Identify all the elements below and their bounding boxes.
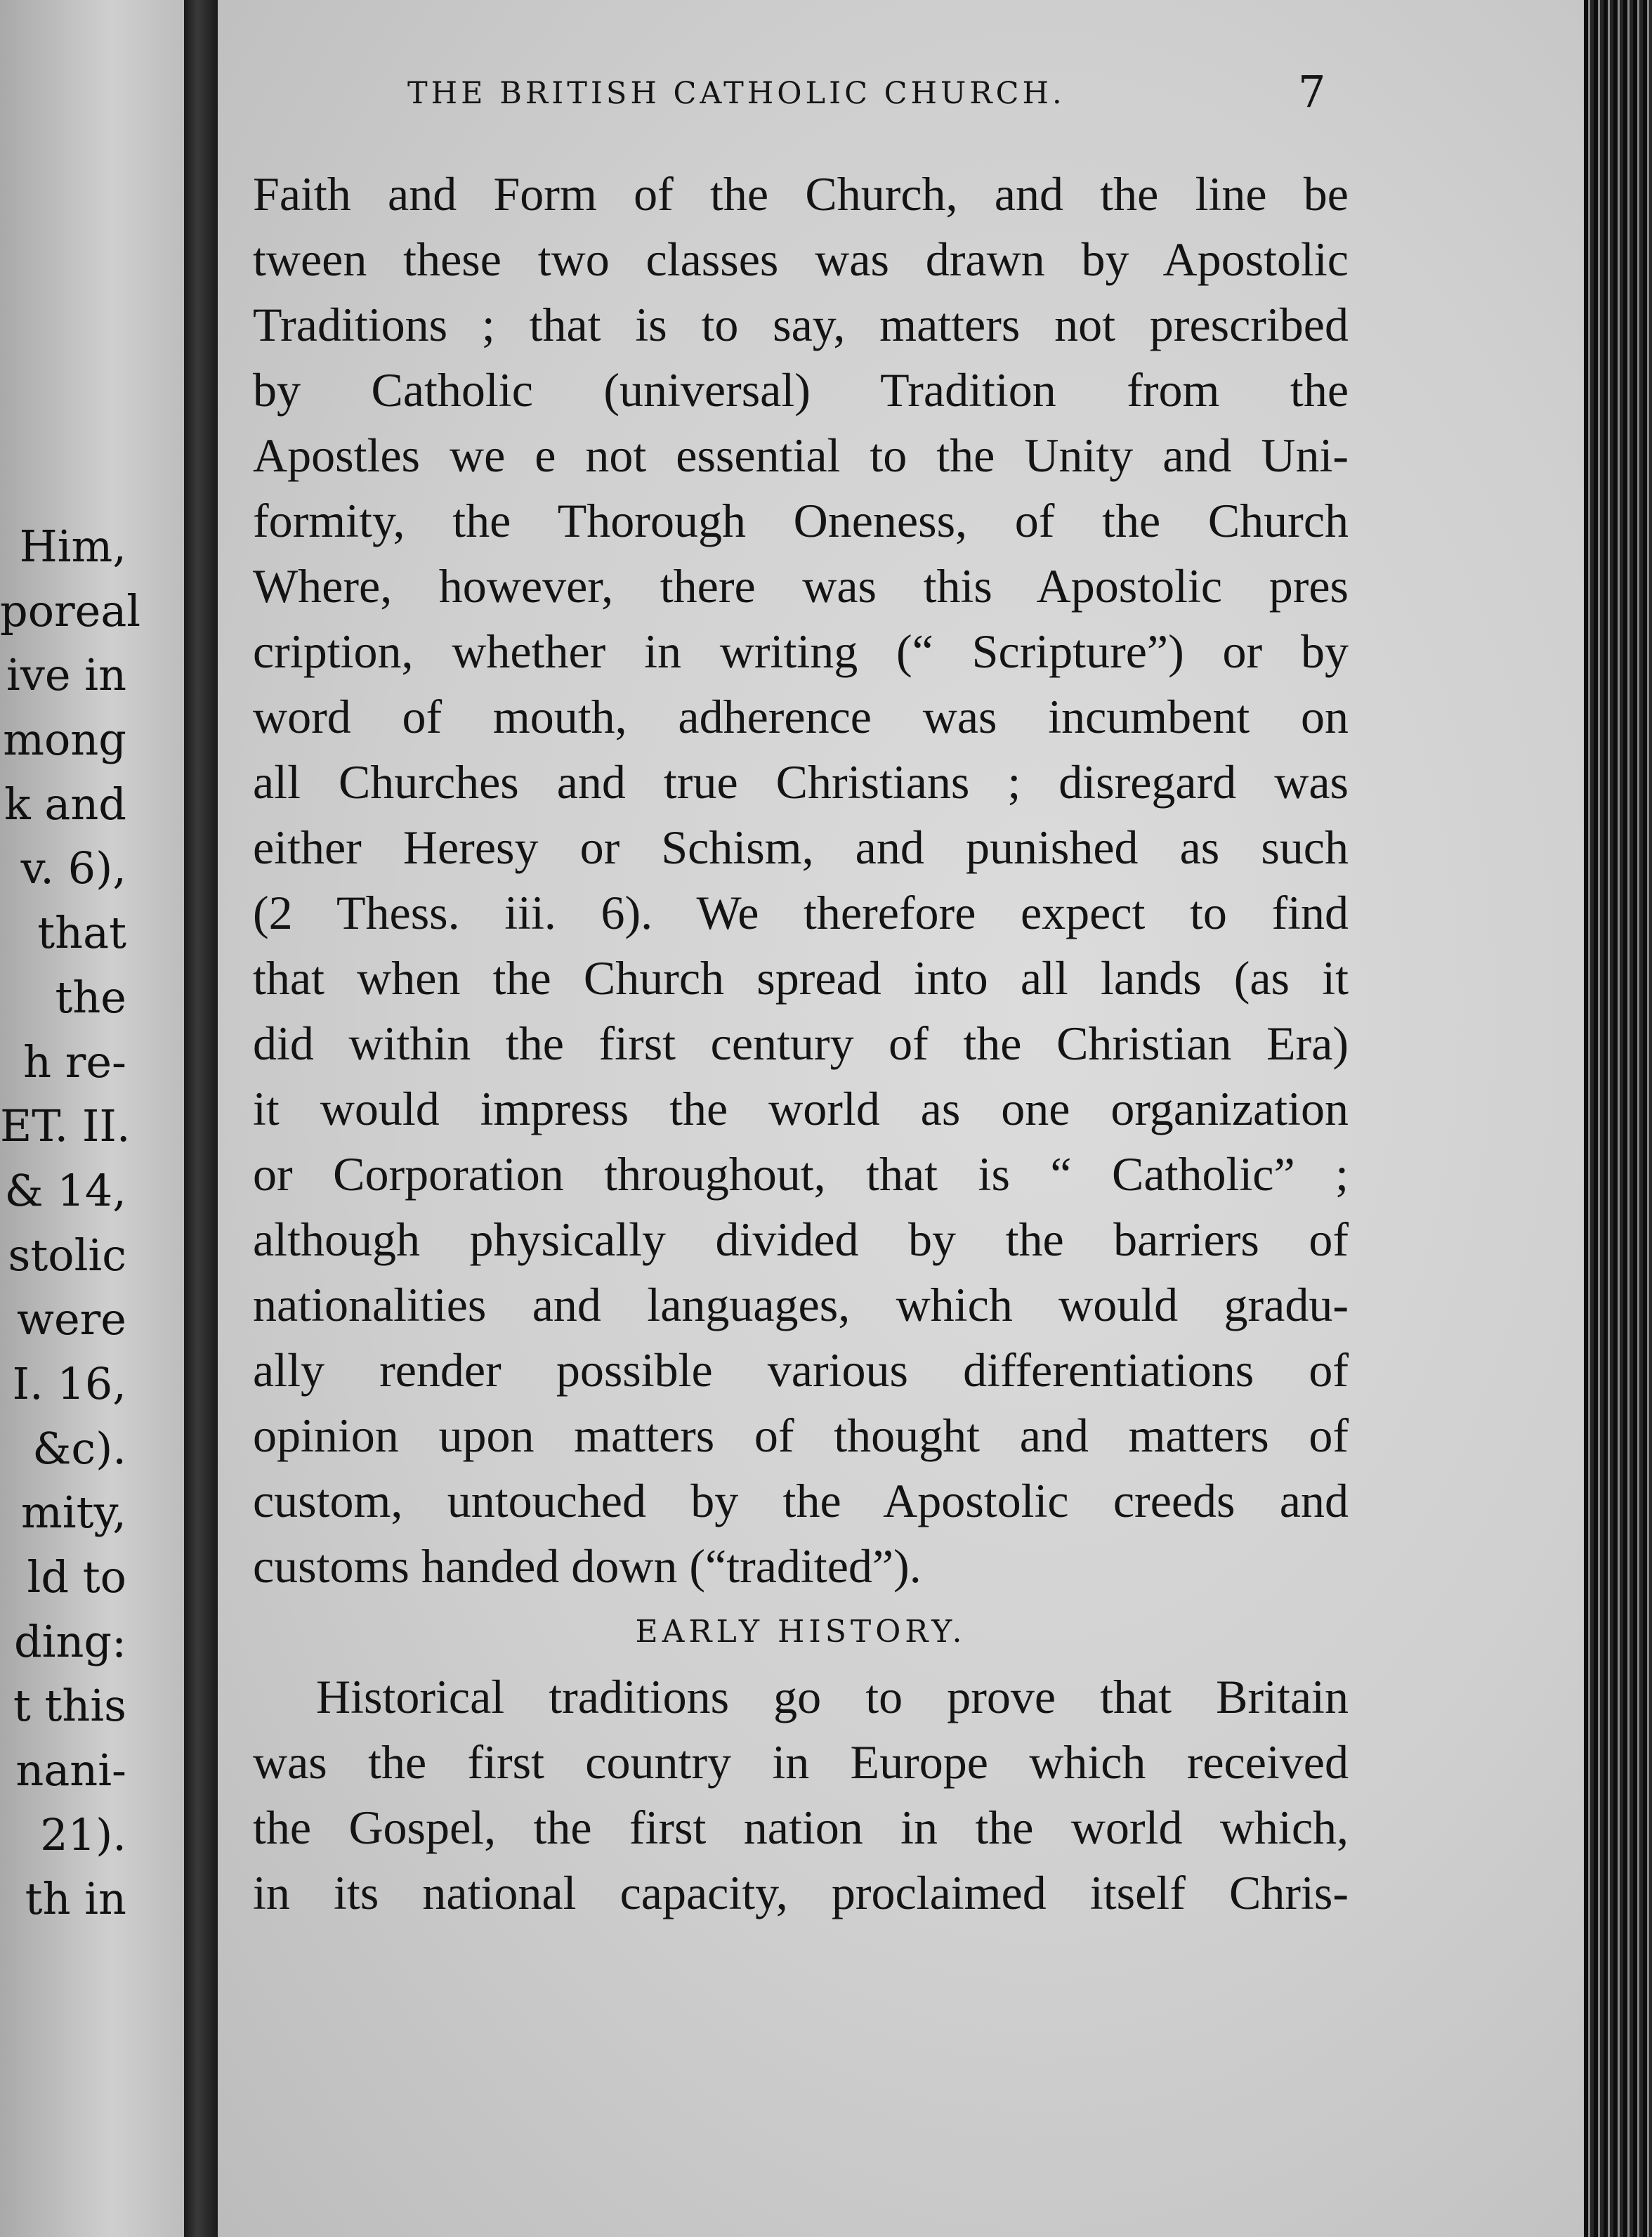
book-gutter bbox=[184, 0, 218, 2237]
text-line: Faith and Form of the Church, and the line be bbox=[253, 167, 1349, 221]
left-page-fragment: ding: bbox=[13, 1615, 126, 1667]
left-page-fragment: poreal bbox=[0, 585, 141, 637]
left-page-fragment: ld to bbox=[27, 1551, 126, 1603]
left-page-fragment: t this bbox=[13, 1680, 126, 1732]
left-page-fragment: Him, bbox=[19, 521, 126, 572]
text-line: it would impress the world as one organization bbox=[253, 1082, 1349, 1135]
text-line: Apostles we e not essential to the Unity and Uni- bbox=[253, 429, 1349, 482]
left-page-fragment: the bbox=[55, 971, 126, 1023]
left-page-fragment: ive in bbox=[6, 649, 126, 701]
text-line: was the first country in Europe which received bbox=[253, 1735, 1349, 1789]
right-page bbox=[218, 0, 1584, 2237]
page-edge-stack bbox=[1584, 0, 1652, 2237]
text-line: customs handed down (“tradited”). bbox=[253, 1539, 922, 1593]
left-page-fragment: were bbox=[16, 1293, 126, 1345]
text-line: Historical traditions go to prove that Britain bbox=[316, 1670, 1349, 1723]
left-facing-page bbox=[0, 0, 184, 2237]
left-page-fragment: th in bbox=[25, 1873, 126, 1925]
text-line: formity, the Thorough Oneness, of the Church bbox=[253, 494, 1349, 547]
left-page-fragment: h re- bbox=[23, 1036, 126, 1088]
text-line: nationalities and languages, which would gradu- bbox=[253, 1278, 1349, 1331]
text-line: Traditions ; that is to say, matters not prescribed bbox=[253, 298, 1349, 351]
left-page-fragment: k and bbox=[4, 778, 126, 830]
text-line: by Catholic (universal) Tradition from the bbox=[253, 363, 1349, 417]
left-page-fragment: v. 6), bbox=[20, 842, 126, 894]
text-line: cription, whether in writing (“ Scripture”) or by bbox=[253, 625, 1349, 678]
text-line: (2 Thess. iii. 6). We therefore expect to find bbox=[253, 886, 1349, 939]
text-line: the Gospel, the first nation in the world which, bbox=[253, 1801, 1349, 1854]
left-page-fragment: that bbox=[37, 907, 126, 959]
text-line: either Heresy or Schism, and punished as such bbox=[253, 821, 1349, 874]
left-page-fragment: 21). bbox=[40, 1808, 126, 1860]
text-line: custom, untouched by the Apostolic creeds and bbox=[253, 1474, 1349, 1527]
text-line: tween these two classes was drawn by Apostolic bbox=[253, 233, 1349, 286]
running-head bbox=[218, 66, 1584, 132]
text-line: ally render possible various differentiations of bbox=[253, 1343, 1349, 1397]
left-page-text-fragments bbox=[0, 514, 141, 1931]
text-line: word of mouth, adherence was incumbent on bbox=[253, 690, 1349, 743]
running-head-title: THE BRITISH CATHOLIC CHURCH. bbox=[407, 76, 1066, 111]
left-page-fragment: mong bbox=[3, 714, 126, 766]
section-heading: EARLY HISTORY. bbox=[635, 1614, 966, 1650]
text-line: although physically divided by the barriers of bbox=[253, 1213, 1349, 1266]
left-page-fragment: & 14, bbox=[4, 1164, 126, 1216]
left-page-fragment: mity, bbox=[20, 1487, 126, 1539]
left-page-fragment: I. 16, bbox=[12, 1357, 126, 1409]
text-line: that when the Church spread into all lands (as it bbox=[253, 951, 1349, 1005]
text-line: or Corporation throughout, that is “ Catholic” ; bbox=[253, 1147, 1349, 1201]
left-page-fragment: ET. II. bbox=[0, 1100, 131, 1152]
text-line: opinion upon matters of thought and matters of bbox=[253, 1409, 1349, 1462]
text-line: all Churches and true Christians ; disregard was bbox=[253, 755, 1349, 809]
paragraph-2 bbox=[253, 1664, 1349, 1926]
page-number: 7 bbox=[1298, 66, 1326, 117]
left-page-fragment: nani- bbox=[15, 1744, 126, 1796]
text-line: did within the first century of the Christian Era) bbox=[253, 1017, 1349, 1070]
left-page-fragment: stolic bbox=[8, 1229, 126, 1281]
paragraph-1 bbox=[253, 162, 1349, 1599]
body-text bbox=[253, 162, 1349, 1926]
left-page-fragment: &c). bbox=[32, 1422, 126, 1474]
text-line: in its national capacity, proclaimed itself Chris- bbox=[253, 1866, 1349, 1919]
text-line: Where, however, there was this Apostolic pres bbox=[253, 559, 1349, 613]
